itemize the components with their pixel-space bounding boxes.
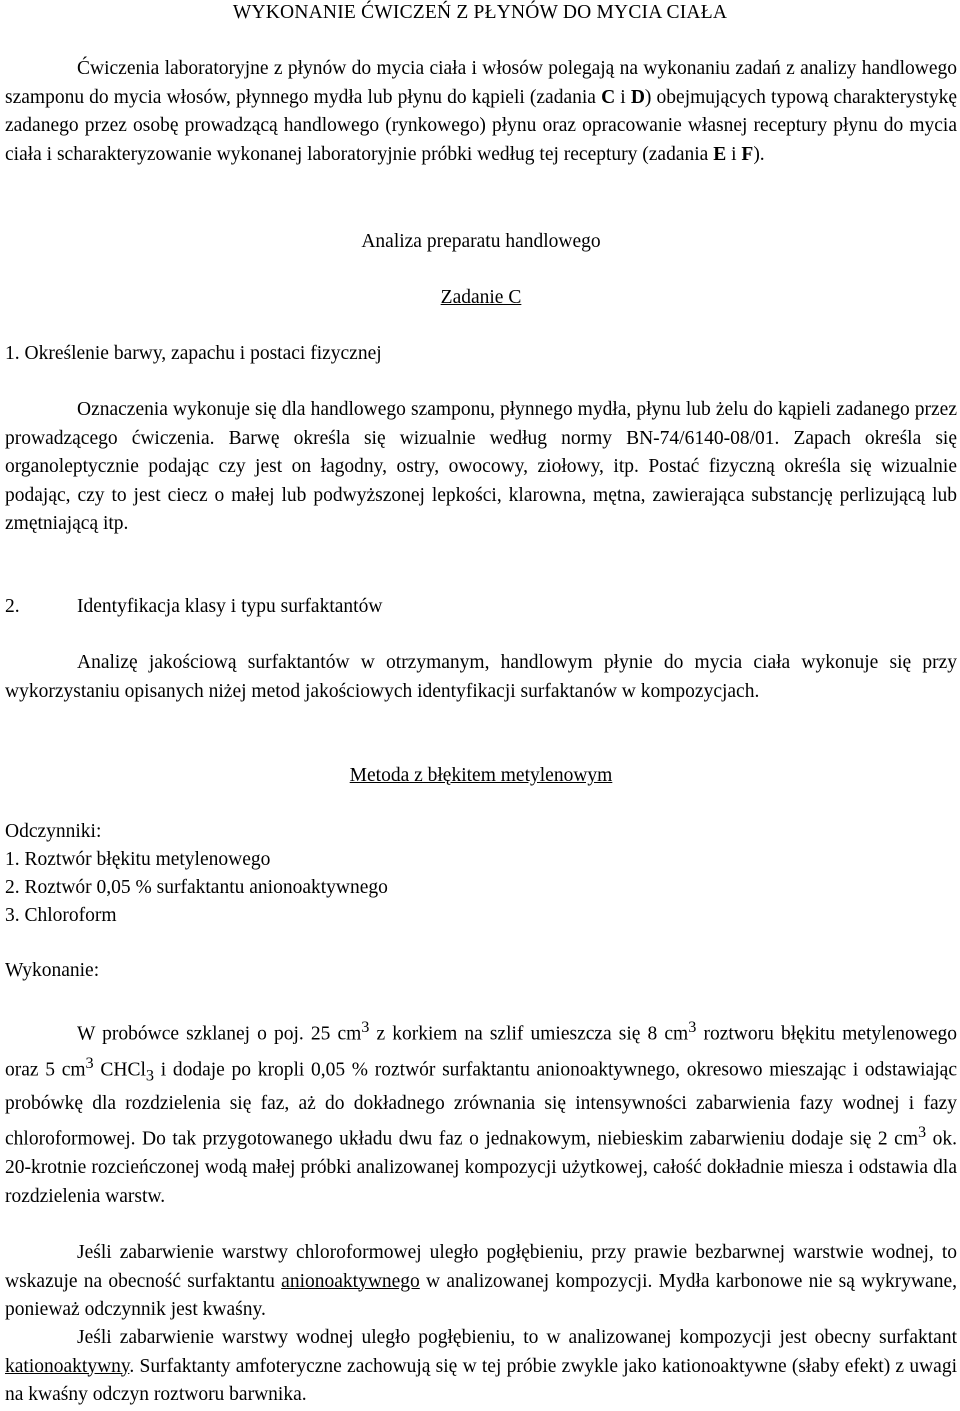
result-paragraph-anionic [5,1239,957,1325]
heading-1-number: 1. [5,343,20,364]
procedure-text-c: roztworu błękitu metylenowego oraz 5 cm [5,1023,957,1081]
procedure-label: Wykonanie: [5,960,100,981]
heading-2-text: Identyfikacja klasy i typu surfaktantów [77,596,383,617]
intro-text-and-2: i [726,143,742,165]
procedure-text-b: z korkiem na szlif umieszcza się 8 cm [369,1023,689,1045]
task-letter-e: E [713,143,727,165]
paragraph-color-smell: Oznaczenia wykonuje się dla handlowego szamponu, płynnego mydła, płynu lub żelu do kąpieli zadanego przez prowadzącego ćwiczenia. Barwę określa się wizualnie według normy BN-74/6140-08/01. Zapach określa się organoleptycznie podając czy jest on łagodny, ostry, owocowy, ziołowy, itp. Postać fizyczną określa się wizualnie podając, czy to jest ciecz o małej lub podwyższonej lepkości, klarowna, mętna, zawierająca substancję perlizującą lub zmętniającą itp. [5,399,957,534]
method-title: Metoda z błękitem metylenowym [349,765,613,786]
task-letter-c: C [601,86,616,108]
procedure-text-d: CHCl [93,1059,146,1081]
intro-text-3: ). [753,143,765,165]
reagent-item: 2. Roztwór 0,05 % surfaktantu anionoaktywnego [5,877,388,898]
result2-text-a: Jeśli zabarwienie warstwy wodnej uległo pogłębieniu, to w analizowanej kompozycji jest obecny surfaktant [77,1327,957,1348]
superscript: 3 [85,1054,94,1072]
superscript: 3 [361,1018,370,1036]
result1-text-a: Jeśli zabarwienie warstwy chloroformowej uległo pogłębieniu, przy prawie bezbarwnej warstwie wodnej, to wskazuje na obecność surfaktantu [5,1242,957,1292]
reagents-label: Odczynniki: [5,821,102,842]
document-title: WYKONANIE ĆWICZEŃ Z PŁYNÓW DO MYCIA CIAŁA [232,2,728,23]
superscript: 3 [918,1123,927,1142]
reagents-list [5,846,957,930]
reagent-item: 3. Chloroform [5,905,117,926]
subscript: 3 [145,1066,154,1085]
procedure-text-a: W probówce szklanej o poj. 25 cm [77,1023,362,1045]
method-title-wrap [5,762,957,790]
intro-paragraph [5,55,957,169]
task-title-wrap [5,284,957,312]
intro-text-2: ) obejmujących typową charakterystykę zadanego przez osobę prowadzącą handlowego (rynkowego) płynu oraz opracowanie własnej receptury płynu do mycia ciała i scharakteryzowanie wykonanej laboratoryjnie próbki według tej receptury (zadania [5,86,957,165]
result2-text-b: . Surfaktanty amfoteryczne zachowują się w tej próbie zwykle jako kationoaktywne (słaby efekt) z uwagi na kwaśny odczyn roztworu barwnika. [5,1355,957,1405]
procedure-paragraph [5,1013,957,1211]
intro-text-and-1: i [615,86,631,108]
reagent-item: 1. Roztwór błękitu metylenowego [5,849,271,870]
heading-2 [5,593,957,621]
heading-1-text: Określenie barwy, zapachu i postaci fizycznej [24,343,382,364]
heading-1 [5,340,957,368]
procedure-text-f: ok. 20-krotnie rozcieńczonej wodą małej próbki analizowanej kompozycji użytkowej, całość dokładnie miesza i odstawia dla rozdzielenia warstw. [5,1128,957,1207]
anionic-term: anionoaktywnego [281,1270,420,1292]
heading-2-number: 2. [5,596,20,617]
result-paragraph-cationic [5,1324,957,1410]
task-letter-d: D [630,86,645,108]
intro-text-1: Ćwiczenia laboratoryjne z płynów do mycia ciała i włosów polegają na wykonaniu zadań z analizy handlowego szamponu do mycia włosów, płynnego mydła lub płynu do kąpieli (zadania [5,58,957,108]
task-letter-f: F [741,143,754,165]
superscript: 3 [688,1018,697,1036]
procedure-text-e: i dodaje po kropli 0,05 % roztwór surfaktantu anionoaktywnego, okresowo mieszając i odstawiając probówkę dla rozdzielenia się faz, aż do dokładnego zrównania się intensywności zabarwienia fazy wodnej i fazy chloroformowej. Do tak przygotowanego układu dwu faz o jednakowym, niebieskim zabarwieniu dodaje się 2 cm [5,1059,957,1150]
result1-text-b: w analizowanej kompozycji. Mydła karbonowe nie są wykrywane, ponieważ odczynnik jest kwaśny. [5,1270,958,1320]
task-title: Zadanie C [440,287,522,308]
paragraph-analysis: Analizę jakościową surfaktantów w otrzymanym, handlowym płynie do mycia ciała wykonuje się przy wykorzystaniu opisanych niżej metod jakościowych identyfikacji surfaktanów w kompozycjach. [5,652,957,702]
cationic-term: kationoaktywny [5,1355,130,1377]
section-title: Analiza preparatu handlowego [361,231,601,252]
